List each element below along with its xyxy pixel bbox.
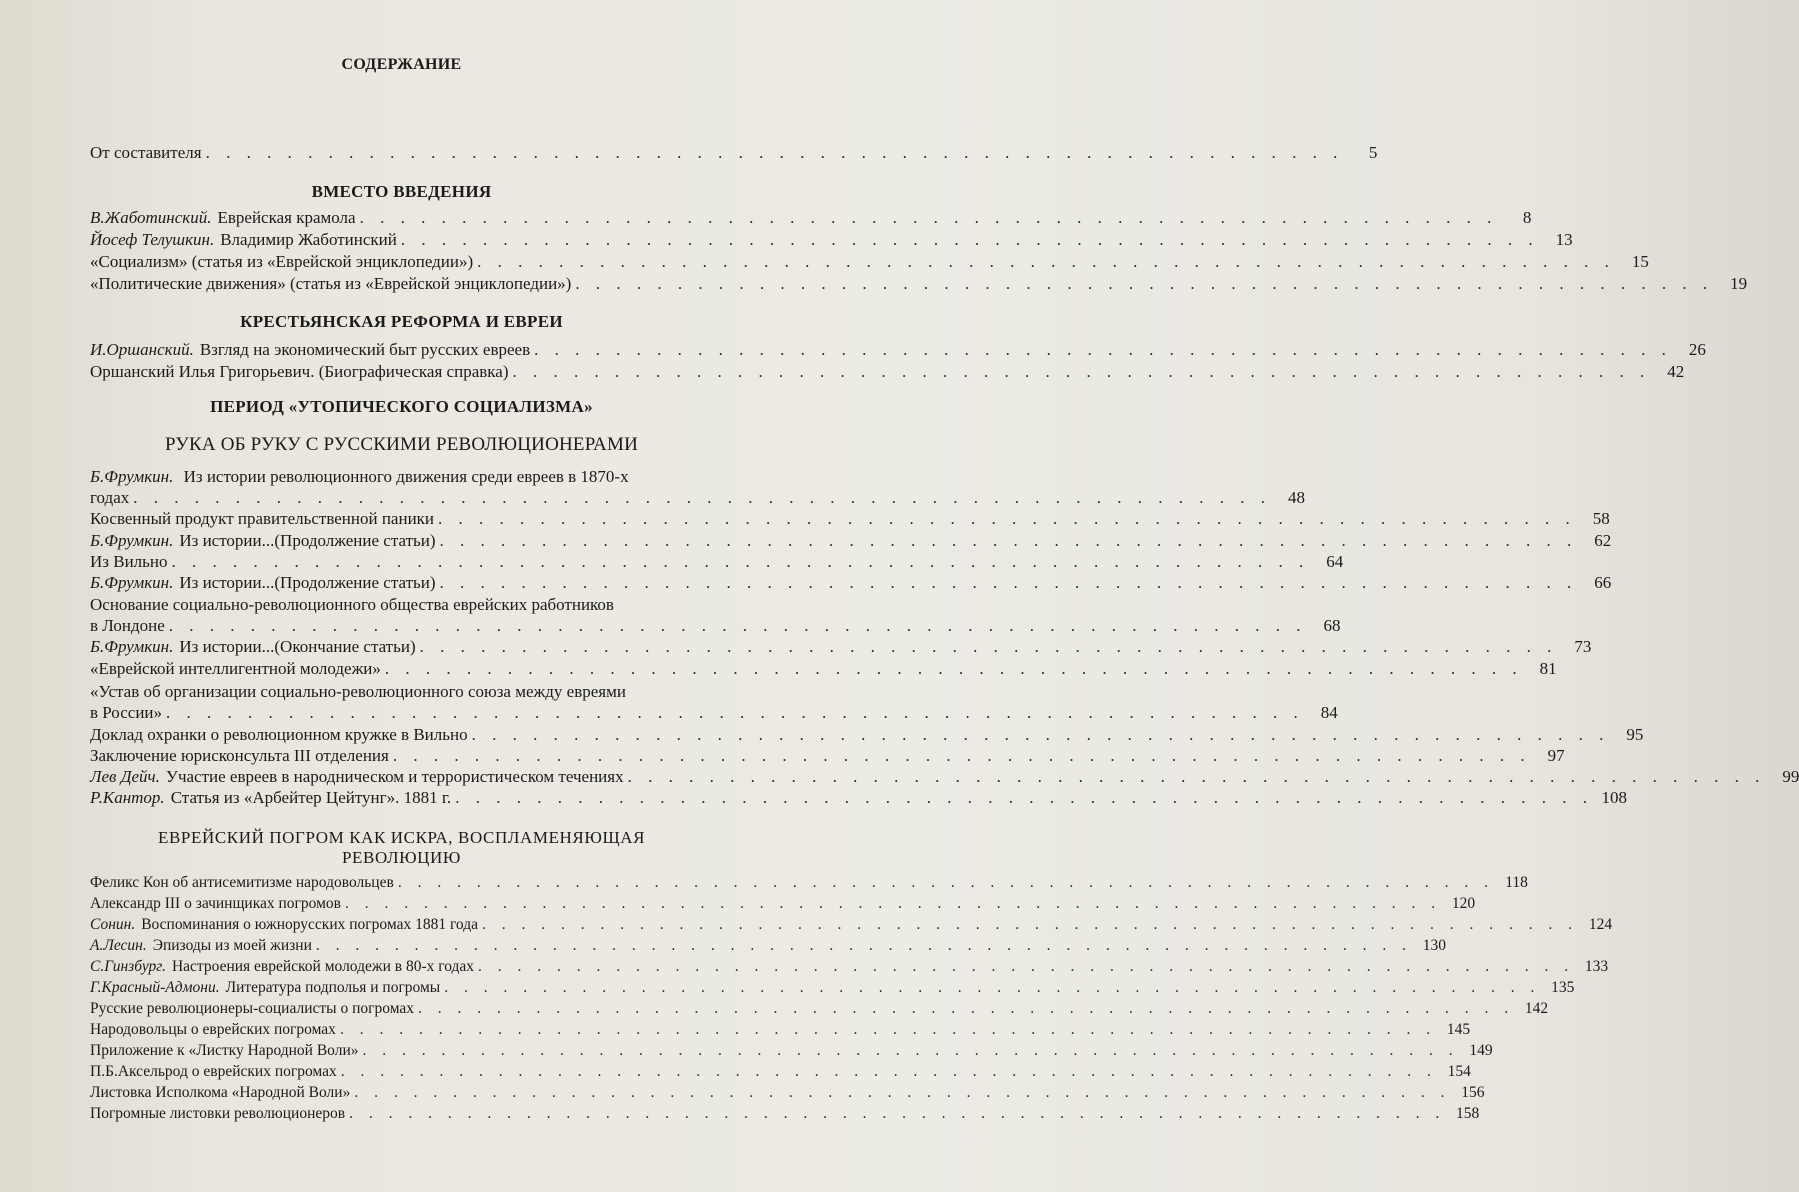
entry-title: Воспоминания о южнорусских погромах 1881 года <box>141 916 478 933</box>
dot-leader: . . . . . . . . . . . . . . . . . . . . . . . . . . . . . . . . . . . . . . . . . . . . . . . . . . . . . . . . <box>359 208 1498 227</box>
entry-title: Из Вильно <box>90 552 168 571</box>
entry-page-number: 130 <box>1422 937 1446 954</box>
entry-title: От составителя <box>90 143 202 162</box>
dot-leader: . . . . . . . . . . . . . . . . . . . . . . . . . . . . . . . . . . . . . . . . . . . . . . . . . . . . . . . . <box>340 1063 1437 1080</box>
toc-entry[interactable] <box>90 766 1799 787</box>
entry-page-number: 133 <box>1584 958 1609 975</box>
page-title: СОДЕРЖАНИЕ <box>341 56 462 73</box>
toc-entry[interactable] <box>90 615 1341 636</box>
section-heading: ЕВРЕЙСКИЙ ПОГРОМ КАК ИСКРА, ВОСПЛАМЕНЯЮЩАЯ <box>157 828 646 847</box>
entry-title: Литература подполья и погромы <box>225 979 441 996</box>
toc-entry[interactable] <box>90 1104 1480 1124</box>
dot-leader: . . . . . . . . . . . . . . . . . . . . . . . . . . . . . . . . . . . . . . . . . . . . . . . . . . . . . . . . <box>439 573 1578 592</box>
entry-page-number: 48 <box>1288 488 1306 507</box>
toc-entry[interactable] <box>90 702 1338 723</box>
entry-page-number: 13 <box>1555 230 1573 249</box>
entry-page-number: 73 <box>1574 637 1592 656</box>
entry-title: Русские революционеры-социалисты о погромах <box>90 1000 415 1017</box>
toc-entry[interactable] <box>90 915 1613 935</box>
toc-entry[interactable] <box>90 361 1685 382</box>
dot-leader: . . . . . . . . . . . . . . . . . . . . . . . . . . . . . . . . . . . . . . . . . . . . . . . . . . . . . . . . <box>438 509 1576 528</box>
entry-title-continued: в Лондоне <box>90 616 165 635</box>
entry-title: «Еврейской интеллигентной молодежи» <box>90 659 381 678</box>
toc-entry[interactable] <box>90 1062 1471 1082</box>
dot-leader: . . . . . . . . . . . . . . . . . . . . . . . . . . . . . . . . . . . . . . . . . . . . . . . . . . . . . . . . <box>534 340 1672 359</box>
entry-page-number: 19 <box>1730 274 1748 293</box>
entry-page-number: 99 <box>1782 767 1799 786</box>
entry-page-number: 142 <box>1524 1000 1549 1017</box>
dot-leader: . . . . . . . . . . . . . . . . . . . . . . . . . . . . . . . . . . . . . . . . . . . . . . . . . . . . . . . . <box>418 1000 1515 1017</box>
toc-entry[interactable] <box>90 251 1649 272</box>
dot-leader: . . . . . . . . . . . . . . . . . . . . . . . . . . . . . . . . . . . . . . . . . . . . . . . . . . . . . . . . <box>354 1084 1451 1101</box>
entry-author: С.Гинзбург. <box>90 958 166 975</box>
entry-title: Александр III о зачинщиках погромов <box>90 895 341 912</box>
toc-entry[interactable] <box>90 229 1573 250</box>
entry-title: Еврейская крамола <box>217 208 356 227</box>
dot-leader: . . . . . . . . . . . . . . . . . . . . . . . . . . . . . . . . . . . . . . . . . . . . . . . . . . . . . . . . <box>400 230 1539 249</box>
entry-title: Взгляд на экономический быт русских евреев <box>199 340 531 359</box>
entry-title-continued: годах <box>90 488 130 507</box>
entry-page-number: 158 <box>1455 1105 1480 1122</box>
toc-entry[interactable] <box>90 957 1609 977</box>
entry-page-number: 26 <box>1688 340 1706 359</box>
toc-entry[interactable] <box>90 936 1446 956</box>
toc-entry[interactable] <box>90 207 1532 228</box>
dot-leader: . . . . . . . . . . . . . . . . . . . . . . . . . . . . . . . . . . . . . . . . . . . . . . . . . . . . . . . . <box>444 979 1541 996</box>
dot-leader: . . . . . . . . . . . . . . . . . . . . . . . . . . . . . . . . . . . . . . . . . . . . . . . . . . . . . . . . <box>478 958 1575 975</box>
entry-page-number: 124 <box>1588 916 1613 933</box>
entry-author: Б.Фрумкин. <box>90 467 174 486</box>
dot-leader: . . . . . . . . . . . . . . . . . . . . . . . . . . . . . . . . . . . . . . . . . . . . . . . . . . . . . . . . <box>512 362 1651 381</box>
entry-page-number: 58 <box>1592 509 1610 528</box>
dot-leader: . . . . . . . . . . . . . . . . . . . . . . . . . . . . . . . . . . . . . . . . . . . . . . . . . . . . . . . . <box>133 488 1272 507</box>
entry-page-number: 62 <box>1594 531 1612 550</box>
dot-leader: . . . . . . . . . . . . . . . . . . . . . . . . . . . . . . . . . . . . . . . . . . . . . . . . . . . . . . . . <box>166 703 1304 722</box>
toc-entry[interactable] <box>90 1041 1493 1061</box>
toc-entry[interactable] <box>90 273 1748 294</box>
dot-leader: . . . . . . . . . . . . . . . . . . . . . . . . . . . . . . . . . . . . . . . . . . . . . . . . . . . . . . . . <box>471 725 1610 744</box>
entry-title: Доклад охранки о революционном кружке в Вильно <box>90 725 468 744</box>
toc-entry[interactable] <box>90 530 1612 551</box>
entry-page-number: 5 <box>1368 143 1378 162</box>
toc-entry[interactable] <box>90 873 1528 893</box>
entry-page-number: 145 <box>1446 1021 1471 1038</box>
entry-page-number: 149 <box>1469 1042 1493 1059</box>
entry-author: В.Жаботинский. <box>90 208 212 227</box>
toc-entry[interactable] <box>90 787 1627 808</box>
dot-leader: . . . . . . . . . . . . . . . . . . . . . . . . . . . . . . . . . . . . . . . . . . . . . . . . . . . . . . . . <box>344 895 1442 912</box>
entry-page-number: 84 <box>1320 703 1338 722</box>
toc-entry[interactable] <box>90 339 1706 360</box>
entry-page-number: 135 <box>1551 979 1575 996</box>
entry-title: Из истории...(Продолжение статьи) <box>179 531 436 550</box>
toc-entry[interactable] <box>90 724 1644 745</box>
entry-title: Погромные листовки революционеров <box>90 1105 346 1122</box>
toc-entry[interactable] <box>90 894 1476 914</box>
entry-title: «Социализм» (статья из «Еврейской энциклопедии») <box>90 252 474 271</box>
dot-leader: . . . . . . . . . . . . . . . . . . . . . . . . . . . . . . . . . . . . . . . . . . . . . . . . . . . . . . . . <box>477 252 1615 271</box>
entry-title: Оршанский Илья Григорьевич. (Биографическая справка) <box>90 362 509 381</box>
toc-entry[interactable] <box>90 1083 1485 1103</box>
entry-title: П.Б.Аксельрод о еврейских погромах <box>90 1063 337 1080</box>
entry-title: Приложение к «Листку Народной Воли» <box>90 1042 359 1059</box>
dot-leader: . . . . . . . . . . . . . . . . . . . . . . . . . . . . . . . . . . . . . . . . . . . . . . . . . . . . . . . . <box>205 143 1344 162</box>
toc-entry-line1[interactable] <box>90 594 770 615</box>
entry-author: А.Лесин. <box>90 937 147 954</box>
entry-title: Основание социально-революционного общества еврейских работников <box>90 595 614 614</box>
entry-page-number: 64 <box>1326 552 1344 571</box>
entry-title: Из истории...(Продолжение статьи) <box>179 573 436 592</box>
dot-leader: . . . . . . . . . . . . . . . . . . . . . . . . . . . . . . . . . . . . . . . . . . . . . . . . . . . . . . . . <box>171 552 1310 571</box>
toc-entry-line1[interactable] <box>90 466 770 487</box>
dot-leader: . . . . . . . . . . . . . . . . . . . . . . . . . . . . . . . . . . . . . . . . . . . . . . . . . . . . . . . . <box>419 637 1558 656</box>
entry-page-number: 95 <box>1626 725 1644 744</box>
section-heading: КРЕСТЬЯНСКАЯ РЕФОРМА И ЕВРЕИ <box>240 312 563 331</box>
dot-leader: . . . . . . . . . . . . . . . . . . . . . . . . . . . . . . . . . . . . . . . . . . . . . . . . . . . . . . . . <box>575 274 1714 293</box>
toc-entry[interactable] <box>90 636 1592 657</box>
entry-title: Статья из «Арбейтер Цейтунг». 1881 г. <box>170 788 452 807</box>
section-heading-continued: РЕВОЛЮЦИЮ <box>341 848 462 867</box>
entry-page-number: 81 <box>1539 659 1557 678</box>
entry-author: Б.Фрумкин. <box>90 531 174 550</box>
entry-title: Листовка Исполкома «Народной Воли» <box>90 1084 351 1101</box>
dot-leader: . . . . . . . . . . . . . . . . . . . . . . . . . . . . . . . . . . . . . . . . . . . . . . . . . . . . . . . . <box>439 531 1578 550</box>
dot-leader: . . . . . . . . . . . . . . . . . . . . . . . . . . . . . . . . . . . . . . . . . . . . . . . . . . . . . . . . <box>339 1021 1437 1038</box>
toc-entry[interactable] <box>90 999 1549 1019</box>
entry-page-number: 120 <box>1451 895 1476 912</box>
entry-author: Г.Красный-Адмони. <box>90 979 220 996</box>
entry-title: Настроения еврейской молодежи в 80-х годах <box>171 958 475 975</box>
entry-author: Б.Фрумкин. <box>90 573 174 592</box>
entry-title: «Политические движения» (статья из «Еврейской энциклопедии») <box>90 274 572 293</box>
dot-leader: . . . . . . . . . . . . . . . . . . . . . . . . . . . . . . . . . . . . . . . . . . . . . . . . . . . . . . . . <box>362 1042 1459 1059</box>
toc-entry[interactable] <box>90 978 1575 998</box>
entry-page-number: 154 <box>1447 1063 1471 1080</box>
entry-title: «Устав об организации социально-революционного союза между евреями <box>90 682 626 701</box>
entry-page-number: 42 <box>1667 362 1685 381</box>
entry-title: Феликс Кон об антисемитизме народовольцев <box>90 874 394 891</box>
dot-leader: . . . . . . . . . . . . . . . . . . . . . . . . . . . . . . . . . . . . . . . . . . . . . . . . . . . . . . . . <box>315 937 1412 954</box>
toc-entry[interactable] <box>90 1020 1471 1040</box>
toc-entry[interactable] <box>90 508 1610 529</box>
dot-leader: . . . . . . . . . . . . . . . . . . . . . . . . . . . . . . . . . . . . . . . . . . . . . . . . . . . . . . . . <box>168 616 1307 635</box>
entry-title: Владимир Жаботинский <box>220 230 397 249</box>
toc-entry[interactable] <box>90 551 1344 572</box>
entry-title: Народовольцы о еврейских погромах <box>90 1021 336 1038</box>
entry-author: Р.Кантор. <box>90 788 165 807</box>
dot-leader: . . . . . . . . . . . . . . . . . . . . . . . . . . . . . . . . . . . . . . . . . . . . . . . . . . . . . . . . <box>482 916 1579 933</box>
dot-leader: . . . . . . . . . . . . . . . . . . . . . . . . . . . . . . . . . . . . . . . . . . . . . . . . . . . . . . . . <box>627 767 1766 786</box>
entry-author: Сонин. <box>90 916 136 933</box>
toc-entry[interactable] <box>90 487 1306 508</box>
entry-title-continued: в России» <box>90 703 163 722</box>
entry-page-number: 156 <box>1461 1084 1485 1101</box>
entry-title: Из истории...(Окончание статьи) <box>179 637 416 656</box>
entry-author: Лев Дейч. <box>90 767 160 786</box>
section-heading: ВМЕСТО ВВЕДЕНИЯ <box>311 182 492 201</box>
entry-page-number: 66 <box>1594 573 1612 592</box>
entry-author: Б.Фрумкин. <box>90 637 174 656</box>
entry-title: Эпизоды из моей жизни <box>152 937 312 954</box>
toc-entry[interactable] <box>90 658 1557 679</box>
entry-page-number: 97 <box>1547 746 1565 765</box>
section-heading: ПЕРИОД «УТОПИЧЕСКОГО СОЦИАЛИЗМА» <box>210 397 593 416</box>
entry-page-number: 118 <box>1505 874 1528 891</box>
entry-author: Йосеф Телушкин. <box>90 230 215 249</box>
toc-entry-line1[interactable] <box>90 681 770 702</box>
dot-leader: . . . . . . . . . . . . . . . . . . . . . . . . . . . . . . . . . . . . . . . . . . . . . . . . . . . . . . . . <box>392 746 1531 765</box>
entry-page-number: 68 <box>1323 616 1341 635</box>
dot-leader: . . . . . . . . . . . . . . . . . . . . . . . . . . . . . . . . . . . . . . . . . . . . . . . . . . . . . . . . <box>349 1105 1446 1122</box>
entry-title: Из истории революционного движения среди евреев в 1870-х <box>183 467 629 486</box>
entry-title: Участие евреев в народническом и террористическом течениях <box>165 767 624 786</box>
entry-page-number: 8 <box>1522 208 1532 227</box>
entry-author: И.Оршанский. <box>90 340 194 359</box>
entry-page-number: 15 <box>1631 252 1649 271</box>
section-subheading: РУКА ОБ РУКУ С РУССКИМИ РЕВОЛЮЦИОНЕРАМИ <box>165 434 638 455</box>
dot-leader: . . . . . . . . . . . . . . . . . . . . . . . . . . . . . . . . . . . . . . . . . . . . . . . . . . . . . . . . <box>384 659 1523 678</box>
entry-page-number: 108 <box>1601 788 1627 807</box>
dot-leader: . . . . . . . . . . . . . . . . . . . . . . . . . . . . . . . . . . . . . . . . . . . . . . . . . . . . . . . . <box>397 874 1494 891</box>
entry-title: Заключение юрисконсульта III отделения <box>90 746 389 765</box>
entry-title: Косвенный продукт правительственной паники <box>90 509 435 528</box>
dot-leader: . . . . . . . . . . . . . . . . . . . . . . . . . . . . . . . . . . . . . . . . . . . . . . . . . . . . . . . . <box>455 788 1593 807</box>
toc-entry[interactable] <box>90 745 1565 766</box>
toc-entry-intro[interactable] <box>90 142 1378 163</box>
toc-entry[interactable] <box>90 572 1612 593</box>
